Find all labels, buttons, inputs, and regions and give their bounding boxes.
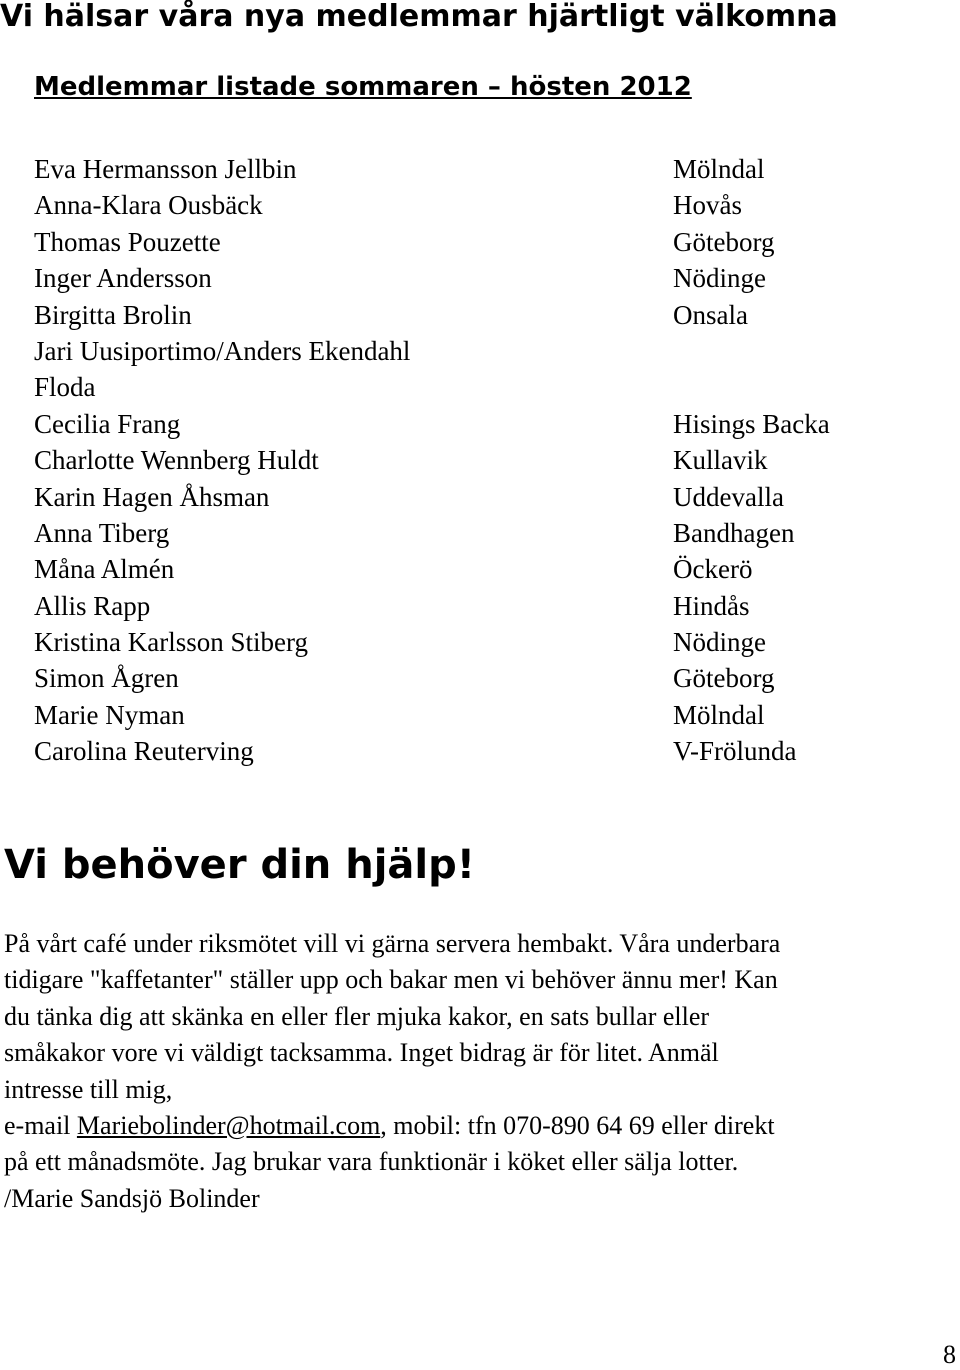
member-row bbox=[34, 187, 934, 223]
help-line: På vårt café under riksmötet vill vi gärna servera hembakt. Våra underbara bbox=[4, 929, 781, 958]
member-row bbox=[34, 369, 934, 405]
member-name: Anna-Klara Ousbäck bbox=[34, 190, 263, 221]
help-line: småkakor vore vi väldigt tacksamma. Inget bidrag är för litet. Anmäl bbox=[4, 1038, 719, 1068]
member-row bbox=[34, 660, 934, 696]
member-name: Charlotte Wennberg Huldt bbox=[34, 445, 319, 476]
email-prefix: e-mail bbox=[4, 1110, 77, 1140]
signature: /Marie Sandsjö Bolinder bbox=[4, 1183, 260, 1213]
member-city: Hindås bbox=[673, 590, 750, 621]
email-link[interactable]: Mariebolinder@hotmail.com bbox=[76, 1110, 381, 1140]
member-name: Carolina Reuterving bbox=[34, 736, 254, 767]
member-name: Simon Ågren bbox=[34, 663, 179, 694]
member-city: V-Frölunda bbox=[673, 736, 797, 767]
page-number: 8 bbox=[943, 1340, 956, 1369]
member-city: Kullavik bbox=[673, 445, 768, 476]
help-line: tidigare "kaffetanter" ställer upp och bakar men vi behöver ännu mer! Kan bbox=[4, 965, 778, 995]
member-city: Öckerö bbox=[673, 554, 753, 585]
member-city: Hisings Backa bbox=[673, 408, 830, 439]
member-name: Karin Hagen Åhsman bbox=[34, 481, 270, 512]
member-name: Allis Rapp bbox=[34, 590, 151, 621]
phone-text: , mobil: tfn 070-890 64 69 eller direkt bbox=[380, 1110, 775, 1140]
member-city: Bandhagen bbox=[673, 517, 795, 548]
member-row bbox=[34, 260, 934, 296]
member-city: Mölndal bbox=[673, 699, 765, 730]
member-row bbox=[34, 697, 934, 733]
member-city: Hovås bbox=[673, 190, 742, 221]
help-line: på ett månadsmöte. Jag brukar vara funktionär i köket eller sälja lotter. bbox=[4, 1147, 739, 1177]
member-row bbox=[34, 733, 934, 769]
member-list bbox=[34, 151, 934, 770]
page-title: Vi hälsar våra nya medlemmar hjärtligt välkomna bbox=[0, 0, 838, 34]
member-name: Floda bbox=[34, 372, 96, 403]
member-city: Mölndal bbox=[673, 154, 765, 184]
help-line: intresse till mig, bbox=[4, 1074, 173, 1104]
member-name: Cecilia Frang bbox=[34, 408, 181, 439]
member-name: Kristina Karlsson Stiberg bbox=[34, 627, 308, 658]
member-name: Marie Nyman bbox=[34, 699, 185, 730]
help-paragraph bbox=[4, 926, 954, 1217]
member-name: Eva Hermansson Jellbin bbox=[34, 154, 297, 184]
member-city: Uddevalla bbox=[673, 481, 784, 512]
member-name: Thomas Pouzette bbox=[34, 226, 221, 257]
member-row bbox=[34, 224, 934, 260]
member-row bbox=[34, 515, 934, 551]
member-city: Nödinge bbox=[673, 627, 766, 658]
member-city: Nödinge bbox=[673, 263, 766, 294]
contact-line bbox=[4, 1108, 954, 1144]
help-line: du tänka dig att skänka en eller fler mjuka kakor, en sats bullar eller bbox=[4, 1001, 710, 1031]
member-city: Göteborg bbox=[673, 663, 775, 694]
member-name: Måna Almén bbox=[34, 554, 175, 585]
member-row bbox=[34, 333, 934, 369]
member-row bbox=[34, 297, 934, 333]
member-city: Göteborg bbox=[673, 226, 775, 257]
section-subtitle: Medlemmar listade sommaren – hösten 2012 bbox=[34, 72, 692, 102]
member-row bbox=[34, 624, 934, 660]
member-row bbox=[34, 442, 934, 478]
member-row bbox=[34, 551, 934, 587]
member-row bbox=[34, 151, 934, 187]
help-heading: Vi behöver din hjälp! bbox=[4, 842, 475, 888]
member-name: Anna Tiberg bbox=[34, 517, 170, 548]
member-name: Birgitta Brolin bbox=[34, 299, 192, 330]
member-row bbox=[34, 406, 934, 442]
member-name: Inger Andersson bbox=[34, 263, 212, 294]
member-name: Jari Uusiportimo/Anders Ekendahl bbox=[34, 335, 411, 366]
member-row bbox=[34, 588, 934, 624]
member-row bbox=[34, 479, 934, 515]
member-city: Onsala bbox=[673, 299, 748, 330]
